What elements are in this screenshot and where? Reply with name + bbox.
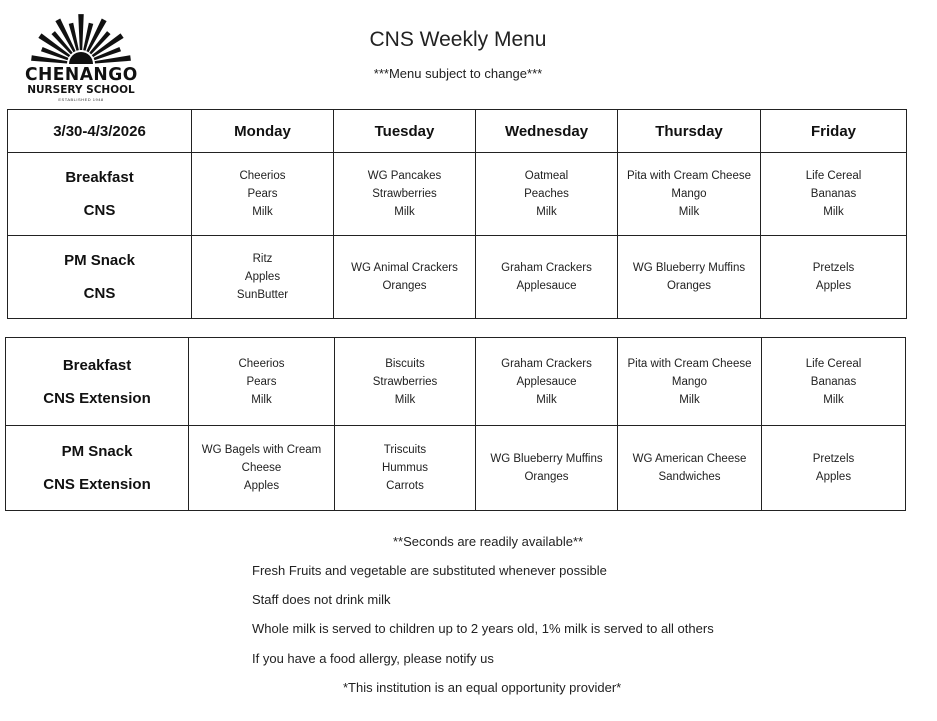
meal-label-line2: CNS Extension	[43, 389, 151, 407]
menu-item: Apples	[815, 471, 852, 483]
menu-item: WG Blueberry Muffins	[632, 262, 746, 274]
menu-item: Hummus	[381, 462, 428, 474]
table-row	[8, 236, 907, 319]
day-friday: Friday	[761, 110, 907, 153]
menu-cell	[618, 236, 761, 319]
menu-cell	[761, 236, 907, 319]
meal-label-line1: PM Snack	[64, 252, 135, 269]
page-subtitle: ***Menu subject to change***	[373, 66, 543, 81]
menu-item: Milk	[394, 206, 415, 218]
menu-item: Graham Crackers	[501, 357, 592, 370]
menu-cell	[762, 338, 906, 426]
note-seconds: **Seconds are readily available**	[393, 534, 584, 549]
menu-item: Apples	[244, 271, 281, 283]
menu-item: Graham Crackers	[501, 262, 592, 274]
menu-item: Pears	[246, 375, 277, 388]
note-allergy: If you have a food allergy, please notify us	[252, 651, 494, 666]
menu-cell	[618, 426, 762, 511]
menu-cell	[761, 153, 907, 236]
menu-item: Ritz	[252, 253, 273, 265]
menu-item: Mango	[671, 375, 708, 388]
menu-item: Pretzels	[812, 262, 855, 274]
day-wednesday: Wednesday	[476, 110, 618, 153]
meal-label-line1: Breakfast	[65, 169, 134, 186]
menu-item: Peaches	[524, 188, 569, 200]
menu-item: Sandwiches	[658, 471, 721, 483]
menu-cell	[476, 153, 618, 236]
menu-item: WG Bagels with Cream	[201, 444, 322, 456]
meal-label	[8, 153, 192, 236]
note-equal-opportunity: *This institution is an equal opportunity provider*	[343, 680, 622, 695]
meal-label-line2: CNS	[83, 285, 116, 302]
sunburst-icon	[22, 14, 140, 70]
meal-label-line1: PM Snack	[61, 443, 133, 460]
logo-name: CHENANGO	[24, 64, 138, 85]
menu-cell	[334, 236, 476, 319]
menu-item: Bananas	[810, 188, 857, 200]
menu-item: Carrots	[386, 480, 424, 492]
menu-item: Apples	[815, 280, 852, 292]
menu-item: Milk	[252, 206, 273, 218]
menu-item: Cheese	[241, 462, 282, 474]
table-row	[8, 153, 907, 236]
menu-item: WG Animal Crackers	[351, 262, 458, 274]
menu-item: WG American Cheese	[632, 453, 747, 465]
menu-cell	[618, 338, 762, 426]
cns-extension-menu-table	[5, 337, 906, 511]
menu-cell	[476, 236, 618, 319]
menu-cell	[476, 338, 618, 426]
menu-item: WG Blueberry Muffins	[490, 453, 603, 465]
menu-item: Applesauce	[516, 280, 577, 292]
menu-cell	[192, 153, 334, 236]
page-title: CNS Weekly Menu	[369, 28, 547, 51]
menu-item: Pita with Cream Cheese	[627, 357, 752, 370]
menu-item: Milk	[823, 206, 844, 218]
meal-label	[6, 338, 189, 426]
menu-item: Milk	[679, 393, 700, 406]
menu-item: Mango	[671, 188, 707, 200]
menu-cell	[189, 426, 335, 511]
menu-item: SunButter	[236, 289, 289, 301]
menu-cell	[476, 426, 618, 511]
day-thursday: Thursday	[618, 110, 761, 153]
note-staff: Staff does not drink milk	[252, 592, 391, 607]
meal-label	[8, 236, 192, 319]
menu-item: Milk	[536, 206, 557, 218]
menu-item: Bananas	[810, 375, 857, 388]
menu-cell	[762, 426, 906, 511]
menu-item: Milk	[678, 206, 700, 218]
meal-label-line2: CNS Extension	[43, 476, 151, 493]
meal-label-line1: Breakfast	[62, 356, 132, 374]
table-row	[6, 338, 906, 426]
menu-item: WG Pancakes	[367, 170, 442, 182]
menu-item: Strawberries	[372, 375, 438, 388]
day-tuesday: Tuesday	[334, 110, 476, 153]
cns-menu-table	[7, 109, 907, 319]
menu-item: Triscuits	[383, 444, 427, 456]
note-whole-milk: Whole milk is served to children up to 2 years old, 1% milk is served to all others	[252, 621, 714, 636]
menu-item: Applesauce	[516, 375, 577, 388]
menu-cell	[189, 338, 335, 426]
menu-item: Milk	[394, 393, 416, 406]
menu-item: Oranges	[382, 280, 427, 292]
logo-subname: NURSERY SCHOOL	[27, 84, 135, 96]
meal-label	[6, 426, 189, 511]
table-row	[6, 426, 906, 511]
menu-item: Pears	[247, 188, 278, 200]
menu-item: Life Cereal	[805, 357, 862, 370]
menu-item: Pretzels	[812, 453, 855, 465]
menu-item: Milk	[823, 393, 844, 406]
menu-cell	[192, 236, 334, 319]
menu-item: Apples	[243, 480, 280, 492]
menu-item: Oatmeal	[524, 170, 569, 182]
menu-cell	[335, 338, 476, 426]
menu-item: Cheerios	[239, 170, 286, 182]
menu-cell	[335, 426, 476, 511]
menu-item: Milk	[251, 393, 272, 406]
logo-established: ESTABLISHED 1948	[58, 97, 104, 102]
menu-item: Life Cereal	[805, 170, 862, 182]
chenango-logo	[22, 14, 140, 102]
menu-item: Pita with Cream Cheese	[627, 170, 751, 182]
date-range: 3/30-4/3/2026	[8, 110, 192, 153]
menu-cell	[618, 153, 761, 236]
menu-item: Oranges	[666, 280, 712, 292]
meal-label-line2: CNS	[83, 202, 116, 219]
menu-item: Oranges	[524, 471, 569, 483]
menu-item: Strawberries	[372, 188, 437, 200]
menu-item: Cheerios	[238, 357, 285, 370]
day-monday: Monday	[192, 110, 334, 153]
menu-item: Biscuits	[385, 357, 425, 370]
table-header-row	[8, 110, 907, 153]
note-fresh: Fresh Fruits and vegetable are substituted whenever possible	[252, 563, 607, 578]
menu-item: Milk	[536, 393, 557, 406]
menu-cell	[334, 153, 476, 236]
